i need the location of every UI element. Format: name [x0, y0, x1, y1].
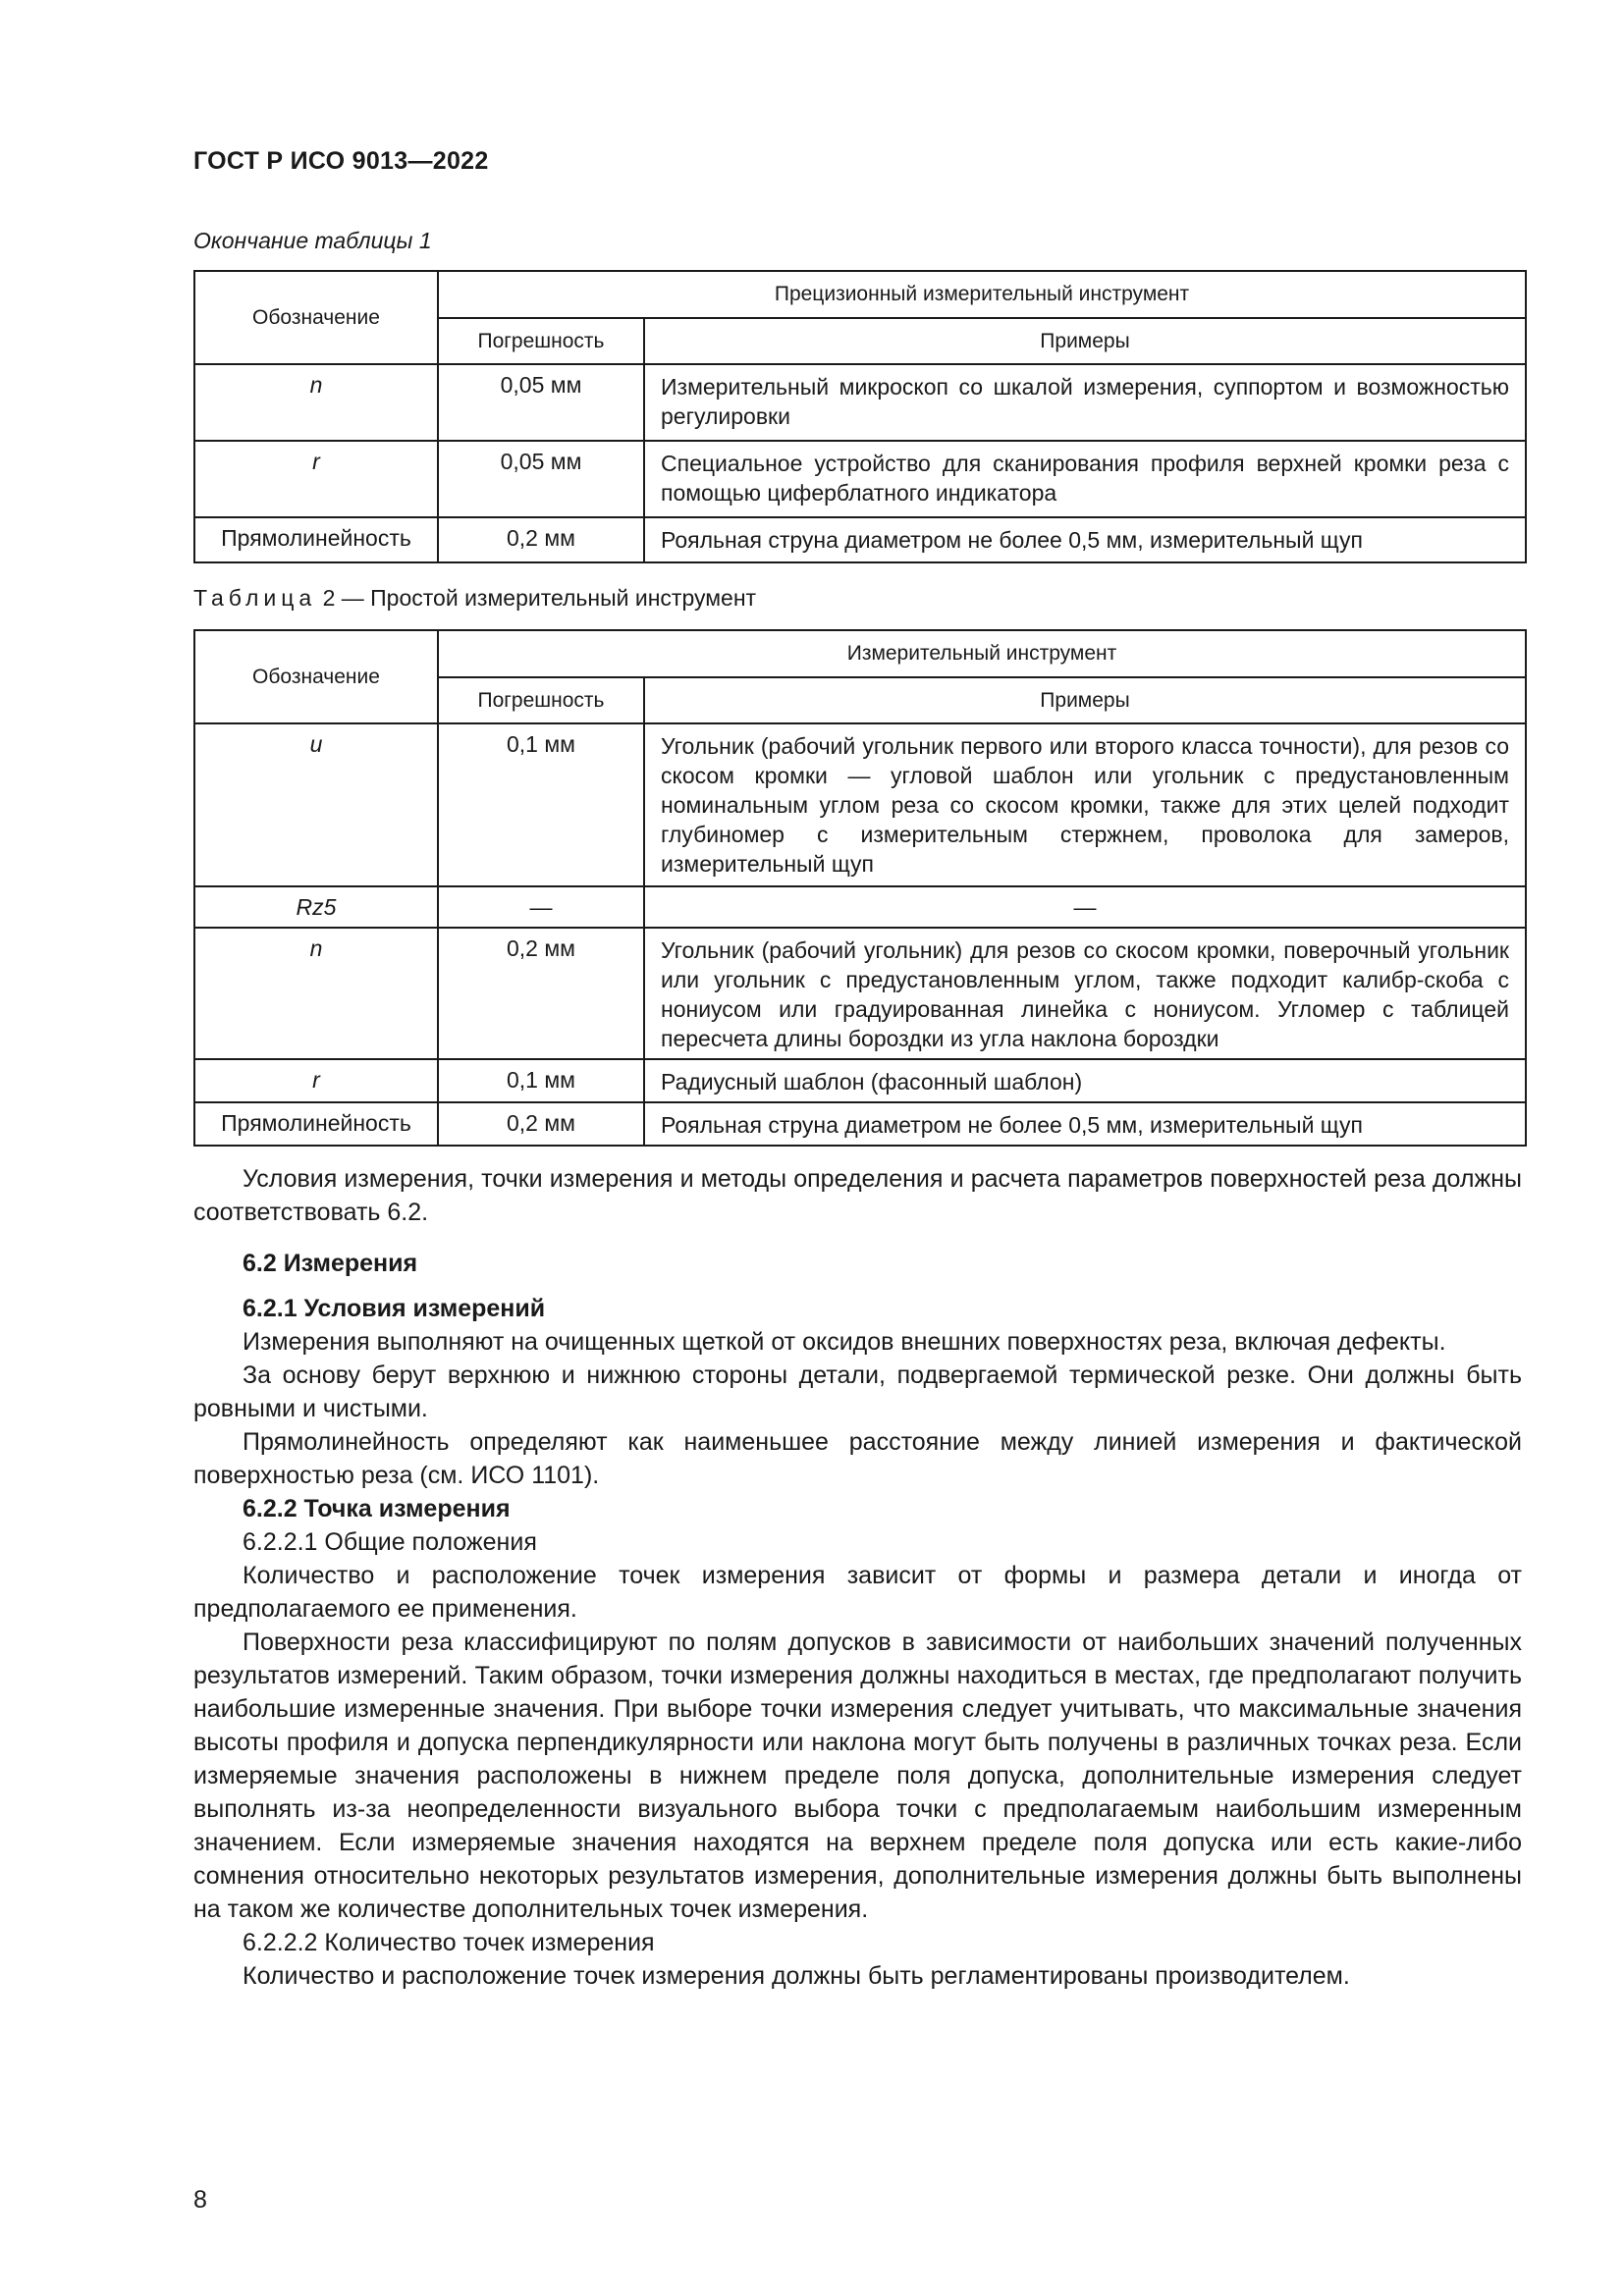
section-heading: 6.2 Измерения	[243, 1250, 418, 1277]
subsection-heading: 6.2.2 Точка измерения	[243, 1495, 511, 1522]
subsection-heading: 6.2.1 Условия измерений	[243, 1295, 546, 1322]
table2-cell-designation: u	[194, 723, 438, 886]
table-2	[193, 629, 1527, 1147]
page-number: 8	[193, 2186, 207, 2214]
clause-heading: 6.2.2.2 Количество точек измерения	[243, 1929, 655, 1956]
table1-cell-error: 0,2 мм	[438, 517, 644, 562]
paragraph: Прямолинейность определяют как наименьшее расстояние между линией измерения и фактической поверхностью реза (см. ИСО 1101).	[193, 1428, 1522, 1489]
table2-cell-error: 0,2 мм	[438, 928, 644, 1059]
clause-heading: 6.2.2.1 Общие положения	[243, 1528, 537, 1556]
table2-col-error: Погрешность	[438, 677, 644, 723]
table1-group-header: Прецизионный измерительный инструмент	[438, 271, 1526, 318]
paragraph: Количество и расположение точек измерения зависит от формы и размера детали и иногда от предполагаемого ее применения.	[193, 1562, 1522, 1623]
document-header: ГОСТ Р ИСО 9013—2022	[193, 147, 489, 175]
paragraph: За основу берут верхнюю и нижнюю стороны детали, подвергаемой термической резке. Они должны быть ровными и чистыми.	[193, 1362, 1522, 1422]
table-row	[194, 1059, 1526, 1102]
table-row	[194, 1102, 1526, 1146]
table-row	[194, 517, 1526, 562]
table2-caption	[193, 585, 756, 612]
table1-cell-error: 0,05 мм	[438, 441, 644, 517]
table2-cell-designation: r	[194, 1059, 438, 1102]
table2-cell-designation: Прямолинейность	[194, 1102, 438, 1146]
table1-cell-designation: n	[194, 364, 438, 441]
table1-col-examples: Примеры	[644, 318, 1526, 364]
table-continuation-label: Окончание таблицы 1	[193, 228, 432, 253]
table2-cell-error: 0,1 мм	[438, 1059, 644, 1102]
table-row	[194, 364, 1526, 441]
table2-cell-error: 0,1 мм	[438, 723, 644, 886]
paragraph: Измерения выполняют на очищенных щеткой от оксидов внешних поверхностях реза, включая дефекты.	[243, 1328, 1446, 1356]
table2-cell-error: 0,2 мм	[438, 1102, 644, 1146]
paragraph: Поверхности реза классифицируют по полям допусков в зависимости от наибольших значений полученных результатов измерений. Таким образом, точки измерения должны находиться в местах, где предполагают получить наибольшие измеренные значения. При выборе точки измерения следует учитывать, что максимальные значения высоты профиля и допуска перпендикулярности или наклона могут быть получены в различных точках реза. Если измеряемые значения расположены в нижнем пределе поля допуска, дополнительные измерения следует выполнять из-за неопределенности визуального выбора точки с предполагаемым наибольшим измеренным значением. Если измеряемые значения находятся на верхнем пределе поля допуска или есть какие-либо сомнения относительно некоторых результатов измерения, дополнительные измерения должны быть выполнены на таком же количестве дополнительных точек измерения.	[193, 1629, 1522, 1923]
table2-cell-examples: Радиусный шаблон (фасонный шаблон)	[644, 1059, 1526, 1102]
table1-cell-designation: Прямолинейность	[194, 517, 438, 562]
table-row	[194, 723, 1526, 886]
table2-caption-text: 2 — Простой измерительный инструмент	[316, 585, 757, 611]
table2-cell-designation: Rz5	[194, 886, 438, 928]
table-row	[194, 886, 1526, 928]
table1-cell-designation: r	[194, 441, 438, 517]
table2-cell-examples: Рояльная струна диаметром не более 0,5 мм, измерительный щуп	[644, 1102, 1526, 1146]
paragraph: Количество и расположение точек измерения должны быть регламентированы производителем.	[243, 1962, 1350, 1990]
table1-cell-examples: Рояльная струна диаметром не более 0,5 мм, измерительный щуп	[644, 517, 1526, 562]
table2-cell-error: —	[438, 886, 644, 928]
table-row	[194, 928, 1526, 1059]
table-row	[194, 441, 1526, 517]
table1-cell-error: 0,05 мм	[438, 364, 644, 441]
table2-caption-word: Таблица	[193, 585, 317, 611]
table1-col-designation: Обозначение	[194, 271, 438, 364]
body-text	[193, 1162, 1522, 1993]
table1-col-error: Погрешность	[438, 318, 644, 364]
table1-cell-examples: Измерительный микроскоп со шкалой измерения, суппортом и возможностью регулировки	[644, 364, 1526, 441]
table2-cell-examples: Угольник (рабочий угольник) для резов со скосом кромки, поверочный угольник или угольник с предустановленным углом, также подходит калибр-скоба с нониусом или градуированная линейка с нониусом. Угломер с таблицей пересчета длины бороздки из угла наклона бороздки	[644, 928, 1526, 1059]
table-1	[193, 270, 1527, 563]
table2-cell-examples: —	[644, 886, 1526, 928]
table1-cell-examples: Специальное устройство для сканирования профиля верхней кромки реза с помощью циферблатного индикатора	[644, 441, 1526, 517]
paragraph: Условия измерения, точки измерения и методы определения и расчета параметров поверхностей реза должны соответствовать 6.2.	[193, 1165, 1522, 1226]
table2-group-header: Измерительный инструмент	[438, 630, 1526, 677]
table2-cell-examples: Угольник (рабочий угольник первого или второго класса точности), для резов со скосом кромки — угловой шаблон или угольник с предустановленным номинальным углом реза со скосом кромки, также для этих целей подходит глубиномер с измерительным стержнем, проволока для замеров, измерительный щуп	[644, 723, 1526, 886]
table2-cell-designation: n	[194, 928, 438, 1059]
table2-col-designation: Обозначение	[194, 630, 438, 723]
table2-col-examples: Примеры	[644, 677, 1526, 723]
